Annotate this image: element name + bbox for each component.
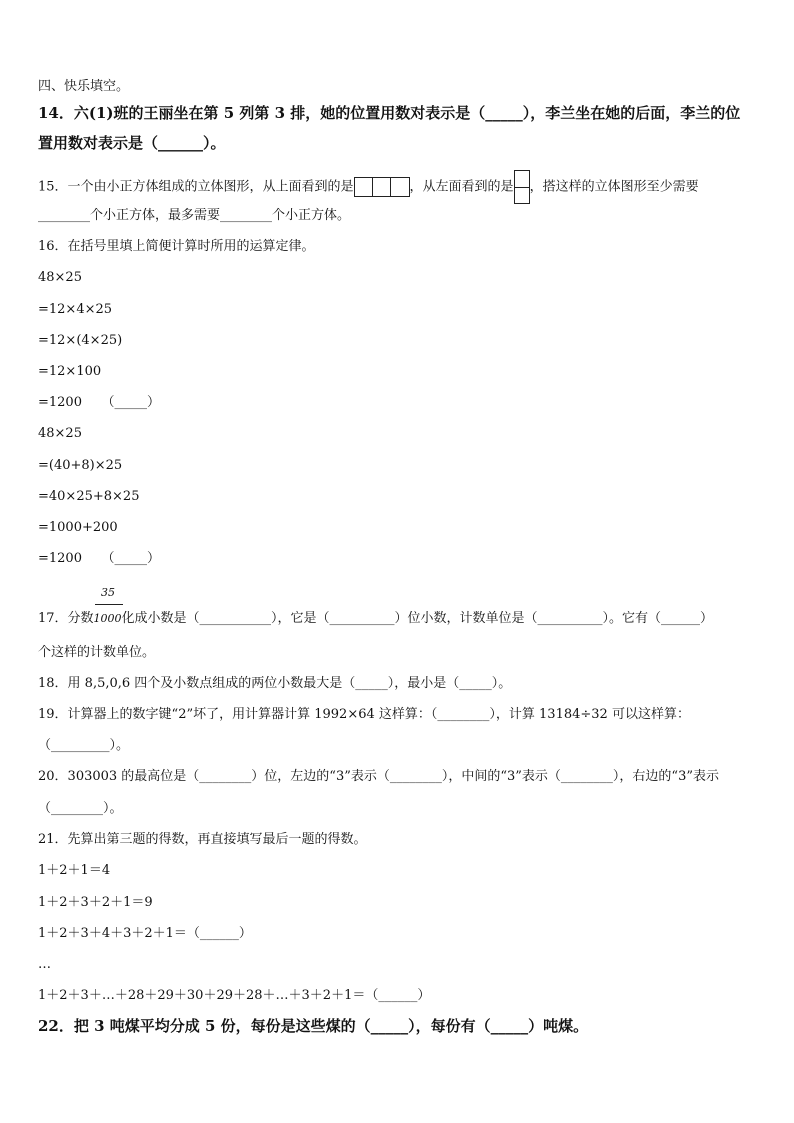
q21-row: 1＋2＋3＋2＋1＝9 bbox=[38, 895, 153, 910]
q15-line1 bbox=[38, 170, 699, 204]
section-title: 四、快乐填空。 bbox=[38, 79, 130, 94]
q21-row: … bbox=[38, 957, 51, 972]
fraction-numerator: 35 bbox=[101, 586, 115, 599]
q22: 22．把 3 吨煤平均分成 5 份，每份是这些煤的（_____），每份有（_____）吨煤。 bbox=[38, 1017, 589, 1035]
q14-line1: 14．六(1)班的王丽坐在第 5 列第 3 排，她的位置用数对表示是（_____），李兰坐在她的后面，李兰的位 bbox=[38, 104, 741, 122]
q16-step: 48×25 bbox=[38, 270, 82, 285]
q16-step: 48×25 bbox=[38, 426, 82, 441]
q16-step: =(40+8)×25 bbox=[38, 458, 123, 473]
q16-step: =1200 （_____） bbox=[38, 395, 160, 410]
q20-line1: 20．303003 的最高位是（________）位，左边的“3”表示（________），中间的“3”表示（________），右边的“3”表示 bbox=[38, 769, 719, 784]
q20-line2: （________）。 bbox=[38, 801, 123, 816]
q15-part2: ，从左面看到的是 bbox=[409, 179, 514, 195]
q21-row: 1＋2＋1＝4 bbox=[38, 863, 111, 878]
q15-line2: ________个小正方体，最多需要________个小正方体。 bbox=[38, 208, 351, 223]
q21-row: 1＋2＋3＋…＋28＋29＋30＋29＋28＋…＋3＋2＋1＝（______） bbox=[38, 988, 431, 1003]
fraction-bar bbox=[95, 604, 123, 605]
q16-step: =12×(4×25) bbox=[38, 333, 123, 348]
q21-row: 1＋2＋3＋4＋3＋2＋1＝（______） bbox=[38, 926, 252, 941]
q19-line2: （_________）。 bbox=[38, 738, 130, 753]
q17-line1 bbox=[38, 609, 713, 629]
q17-part2: 化成小数是（___________），它是（__________）位小数，计数单位是（__________）。它有（______） bbox=[121, 611, 714, 626]
fraction-denominator: 1000 bbox=[93, 612, 122, 625]
top-view-figure bbox=[354, 177, 410, 197]
q15-part3: ，搭这样的立体图形至少需要 bbox=[529, 179, 699, 195]
q16-step: =40×25+8×25 bbox=[38, 489, 140, 504]
q17-line2: 个这样的计数单位。 bbox=[38, 645, 156, 660]
q16-step: =1200 （_____） bbox=[38, 551, 160, 566]
q16-step: =1000+200 bbox=[38, 520, 118, 535]
q16-step: =12×4×25 bbox=[38, 302, 113, 317]
q15-part1: 15．一个由小正方体组成的立体图形，从上面看到的是 bbox=[38, 179, 354, 195]
q19-line1: 19．计算器上的数字键“2”坏了，用计算器计算 1992×64 这样算：（________），计算 13184÷32 可以这样算： bbox=[38, 707, 690, 722]
q18: 18．用 8,5,0,6 四个及小数点组成的两位小数最大是（_____），最小是（_____）。 bbox=[38, 676, 512, 691]
q21-intro: 21．先算出第三题的得数，再直接填写最后一题的得数。 bbox=[38, 832, 367, 847]
q16-step: =12×100 bbox=[38, 364, 102, 379]
q16-intro: 16．在括号里填上简便计算时所用的运算定律。 bbox=[38, 239, 315, 254]
left-view-figure bbox=[514, 170, 530, 204]
q14-line2: 置用数对表示是（______）。 bbox=[38, 134, 226, 152]
q17-part1: 17．分数 bbox=[38, 611, 94, 626]
